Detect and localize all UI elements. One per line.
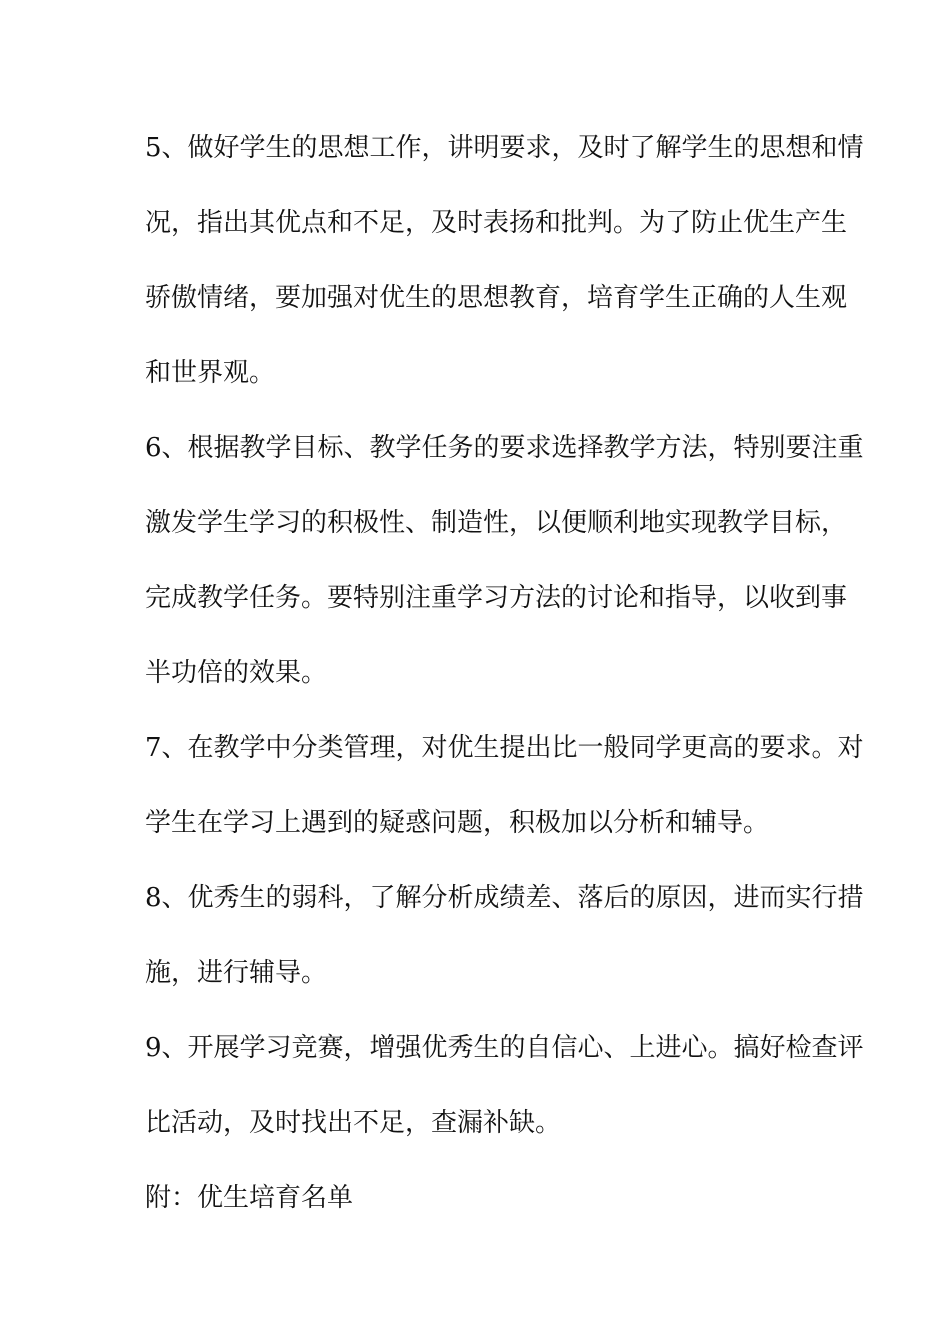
paragraph-5-line-4: 和世界观。	[145, 358, 276, 388]
paragraph-6-line-2: 激发学生学习的积极性、制造性，以便顺利地实现教学目标，	[145, 508, 848, 538]
appendix-line: 附：优生培育名单	[145, 1183, 354, 1213]
paragraph-6-line-1: 6、根据教学目标、教学任务的要求选择教学方法，特别要注重	[145, 433, 864, 463]
paragraph-7-line-2: 学生在学习上遇到的疑惑问题，积极加以分析和辅导。	[145, 808, 770, 838]
paragraph-5-line-3: 骄傲情绪，要加强对优生的思想教育，培育学生正确的人生观	[145, 283, 848, 313]
paragraph-9-line-1: 9、开展学习竞赛，增强优秀生的自信心、上进心。搞好检查评	[145, 1033, 864, 1063]
paragraph-7-line-1: 7、在教学中分类管理，对优生提出比一般同学更高的要求。对	[145, 733, 864, 763]
paragraph-8-line-2: 施，进行辅导。	[145, 958, 328, 988]
paragraph-5-line-2: 况，指出其优点和不足，及时表扬和批判。为了防止优生产生	[145, 208, 848, 238]
paragraph-8-line-1: 8、优秀生的弱科，了解分析成绩差、落后的原因，进而实行措	[145, 883, 864, 913]
paragraph-6-line-3: 完成教学任务。要特别注重学习方法的讨论和指导，以收到事	[145, 583, 848, 613]
paragraph-6-line-4: 半功倍的效果。	[145, 658, 328, 688]
paragraph-9-line-2: 比活动，及时找出不足，查漏补缺。	[145, 1108, 562, 1138]
paragraph-5-line-1: 5、做好学生的思想工作，讲明要求，及时了解学生的思想和情	[145, 133, 864, 163]
